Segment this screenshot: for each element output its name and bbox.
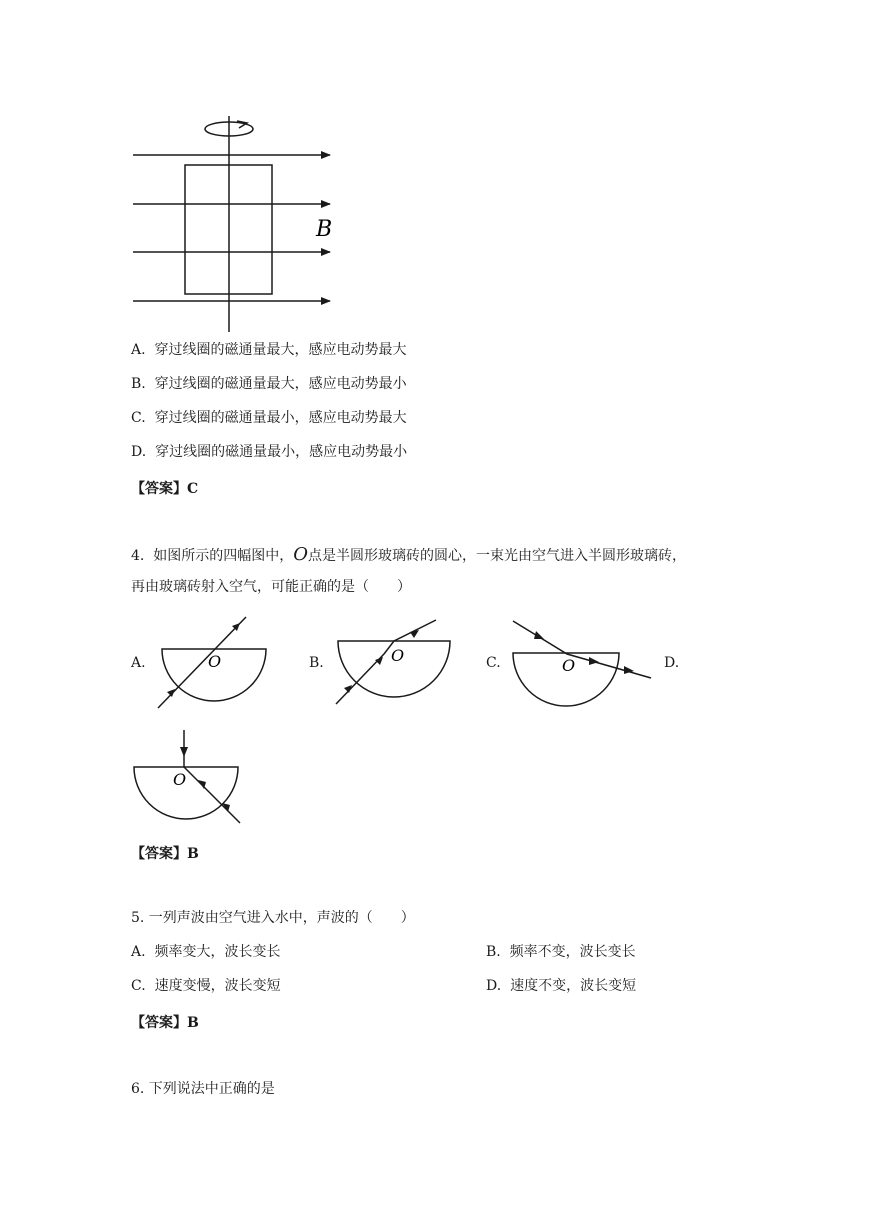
q4-stem-line1: 4. 如图所示的四幅图中，O点是半圆形玻璃砖的圆心，一束光由空气进入半圆形玻璃砖， (131, 544, 687, 565)
option-text: 速度变慢，波长变短 (154, 978, 281, 994)
answer-label: 【答案】 (131, 481, 187, 497)
q4-figure-label-d: D. (664, 655, 680, 671)
q5-option-a (131, 943, 280, 961)
option-letter: D. (486, 978, 502, 994)
option-letter: D. (131, 444, 147, 460)
center-label: O (208, 652, 222, 671)
center-symbol: O (293, 544, 309, 565)
q4-answer (131, 843, 199, 863)
q4-figure-a (150, 612, 275, 712)
q5-option-c (131, 977, 281, 995)
light-ray (336, 620, 436, 704)
answer-label: 【答案】 (131, 1015, 187, 1031)
option-text: 穿过线圈的磁通量最小，感应电动势最小 (155, 444, 408, 460)
option-letter: B. (131, 376, 146, 392)
answer-label: 【答案】 (131, 846, 187, 862)
option-letter: A. (131, 944, 146, 960)
q3-option-c (131, 409, 407, 427)
option-text: 频率变大，波长变长 (154, 944, 281, 960)
option-letter: C. (131, 978, 146, 994)
q5-answer (131, 1012, 199, 1032)
option-letter: A. (131, 342, 146, 358)
answer-value: B (187, 1015, 199, 1031)
q4-figure-label-c: C. (486, 655, 501, 671)
answer-value: B (187, 846, 199, 862)
option-text: 频率不变，波长变长 (509, 944, 636, 960)
answer-value: C (187, 481, 199, 497)
light-ray (184, 730, 240, 823)
center-label: O (391, 646, 405, 665)
question-number: 4. (131, 548, 145, 564)
q4-figure-label-b: B. (309, 655, 324, 671)
q3-answer (131, 478, 198, 498)
q5-stem: 5. 一列声波由空气进入水中，声波的（ ） (131, 910, 415, 926)
q4-figure-c (505, 612, 660, 712)
q4-figure-d (128, 726, 243, 828)
center-label: O (562, 656, 576, 675)
q4-stem-line2: 再由玻璃砖射入空气，可能正确的是（ ） (131, 579, 411, 595)
option-text: 穿过线圈的磁通量最大，感应电动势最大 (154, 342, 407, 358)
option-text: 速度不变，波长变短 (510, 978, 637, 994)
q4-figure-b (328, 612, 453, 712)
option-text: 穿过线圈的磁通量最大，感应电动势最小 (154, 376, 407, 392)
q6-stem: 6. 下列说法中正确的是 (131, 1081, 275, 1097)
center-label: O (173, 770, 187, 789)
option-letter: C. (131, 410, 146, 426)
q3-option-d (131, 443, 407, 461)
q3-option-b (131, 375, 407, 393)
q5-option-d (486, 977, 636, 995)
option-text: 穿过线圈的磁通量最小，感应电动势最大 (154, 410, 407, 426)
q3-option-a (131, 341, 406, 359)
q4-figure-label-a: A. (131, 655, 146, 671)
option-letter: B. (486, 944, 501, 960)
field-label: B (316, 217, 333, 242)
q3-coil-figure (125, 112, 345, 337)
q5-option-b (486, 943, 636, 961)
